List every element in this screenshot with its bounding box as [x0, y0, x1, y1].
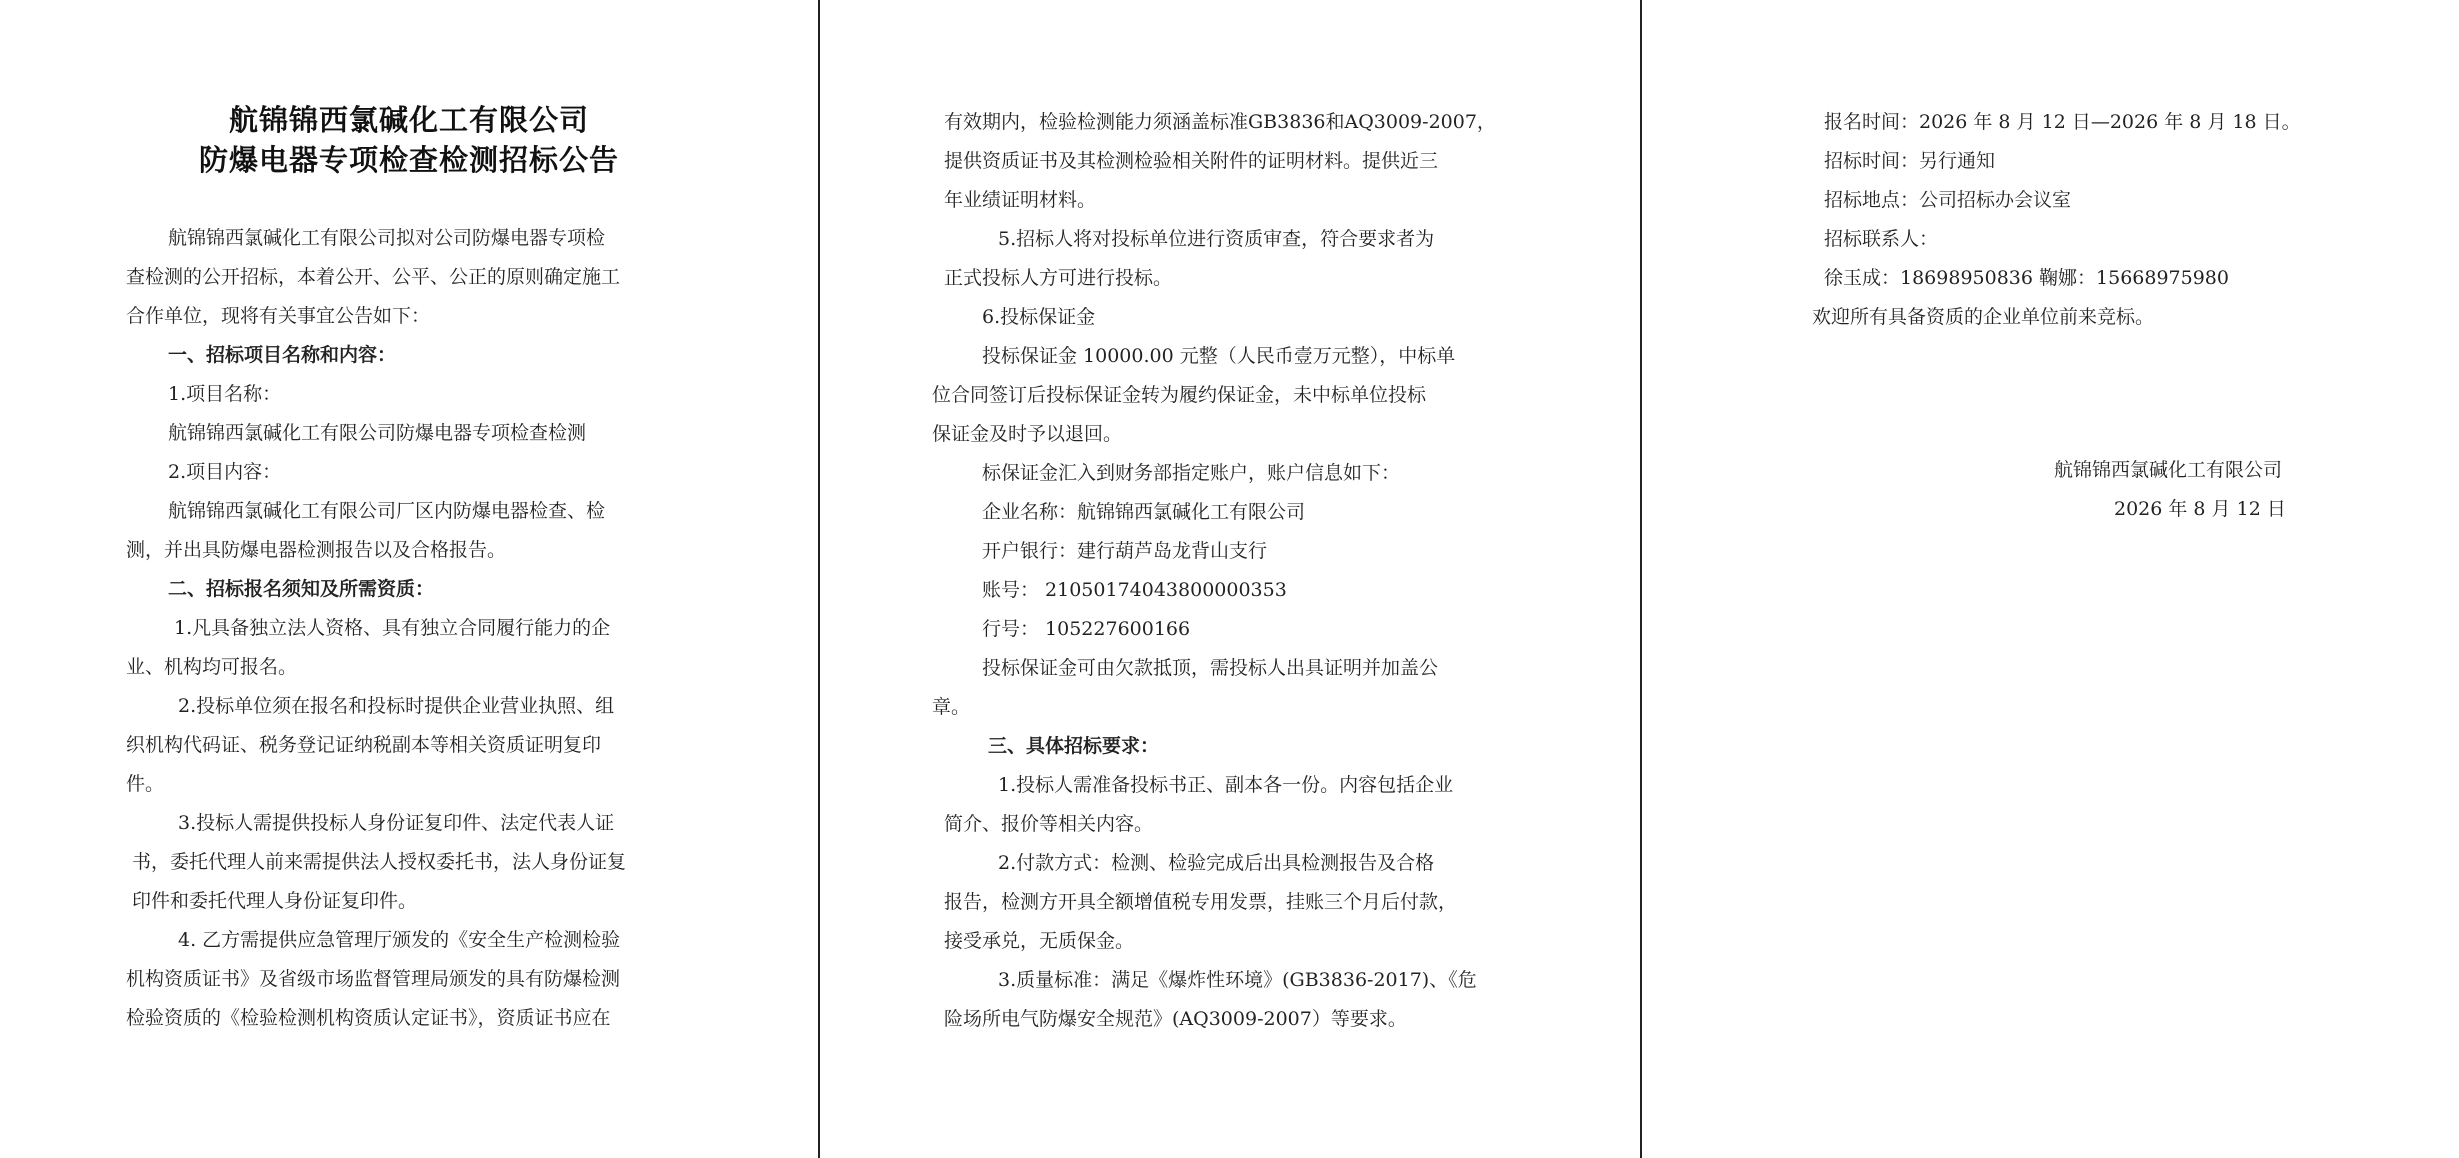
- paragraph-line: 查检测的公开招标，本着公开、公平、公正的原则确定施工: [126, 266, 621, 288]
- tender-time: 招标时间：另行通知: [1824, 150, 1996, 172]
- paragraph-line: 机构资质证书》及省级市场监督管理局颁发的具有防爆检测: [126, 968, 621, 990]
- paragraph-line: 1.凡具备独立法人资格、具有独立合同履行能力的企: [174, 617, 611, 639]
- paragraph-line: 位合同签订后投标保证金转为履约保证金，未中标单位投标: [932, 384, 1427, 406]
- paragraph-line: 航锦锦西氯碱化工有限公司拟对公司防爆电器专项检: [168, 227, 606, 249]
- paragraph-line: 1.项目名称：: [168, 383, 282, 405]
- paragraph-line: 投标保证金可由欠款抵顶，需投标人出具证明并加盖公: [982, 657, 1439, 679]
- paragraph-line: 6.投标保证金: [982, 306, 1096, 328]
- paragraph-line: 4. 乙方需提供应急管理厅颁发的《安全生产检测检验: [178, 929, 621, 951]
- document-title-line-2: 防爆电器专项检查检测招标公告: [198, 143, 619, 177]
- paragraph-line: 织机构代码证、税务登记证纳税副本等相关资质证明复印: [126, 734, 602, 756]
- document-page-1: [0, 0, 818, 1158]
- paragraph-line: 1.投标人需准备投标书正、副本各一份。内容包括企业: [998, 774, 1454, 796]
- paragraph-line: 险场所电气防爆安全规范》(AQ3009-2007）等要求。: [944, 1008, 1407, 1030]
- paragraph-line: 章。: [932, 696, 971, 718]
- registration-time: 报名时间：2026 年 8 月 12 日—2026 年 8 月 18 日。: [1824, 111, 2301, 133]
- paragraph-line: 投标保证金 10000.00 元整（人民币壹万元整），中标单: [982, 345, 1456, 367]
- paragraph-line: 2.项目内容：: [168, 461, 282, 483]
- paragraph-line: 航锦锦西氯碱化工有限公司厂区内防爆电器检查、检: [168, 500, 606, 522]
- paragraph-line: 3.投标人需提供投标人身份证复印件、法定代表人证: [178, 812, 615, 834]
- signature-date: 2026 年 8 月 12 日: [2114, 498, 2286, 520]
- paragraph-line: 保证金及时予以退回。: [932, 423, 1123, 445]
- account-number: 账号： 21050174043800000353: [982, 579, 1287, 601]
- paragraph-line: 提供资质证书及其检测检验相关附件的证明材料。提供近三: [944, 150, 1439, 172]
- paragraph-line: 业、机构均可报名。: [126, 656, 298, 678]
- account-bank-code: 行号： 105227600166: [982, 618, 1191, 640]
- paragraph-line: 有效期内，检验检测能力须涵盖标准GB3836和AQ3009-2007，: [944, 111, 1496, 133]
- paragraph-line: 年业绩证明材料。: [944, 189, 1097, 211]
- document-page-2: [820, 0, 1640, 1158]
- paragraph-line: 合作单位，现将有关事宜公告如下：: [126, 305, 431, 327]
- paragraph-line: 标保证金汇入到财务部指定账户，账户信息如下：: [982, 462, 1401, 484]
- document-page-3: [1642, 0, 2459, 1158]
- paragraph-line: 3.质量标准：满足《爆炸性环境》(GB3836-2017)、《危: [998, 969, 1477, 991]
- contact-phones: 徐玉成：18698950836 鞠娜：15668975980: [1824, 267, 2229, 289]
- account-company-name: 企业名称：航锦锦西氯碱化工有限公司: [982, 501, 1306, 523]
- paragraph-line: 简介、报价等相关内容。: [944, 813, 1154, 835]
- paragraph-line: 航锦锦西氯碱化工有限公司防爆电器专项检查检测: [168, 422, 587, 444]
- paragraph-line: 2.投标单位须在报名和投标时提供企业营业执照、组: [178, 695, 615, 717]
- paragraph-line: 2.付款方式：检测、检验完成后出具检测报告及合格: [998, 852, 1435, 874]
- account-bank: 开户银行：建行葫芦岛龙背山支行: [982, 540, 1268, 562]
- paragraph-line: 书，委托代理人前来需提供法人授权委托书，法人身份证复: [132, 851, 627, 873]
- paragraph-line: 测，并出具防爆电器检测报告以及合格报告。: [126, 539, 507, 561]
- section-heading-3: 三、具体招标要求：: [988, 735, 1160, 757]
- paragraph-line: 5.招标人将对投标单位进行资质审查，符合要求者为: [998, 228, 1435, 250]
- paragraph-line: 印件和委托代理人身份证复印件。: [132, 890, 418, 912]
- tender-location: 招标地点：公司招标办会议室: [1824, 189, 2072, 211]
- document-title-line-1: 航锦锦西氯碱化工有限公司: [228, 103, 589, 137]
- paragraph-line: 接受承兑，无质保金。: [944, 930, 1135, 952]
- section-heading-2: 二、招标报名须知及所需资质：: [168, 578, 435, 600]
- welcome-line: 欢迎所有具备资质的企业单位前来竞标。: [1812, 306, 2155, 328]
- paragraph-line: 检验资质的《检验检测机构资质认定证书》，资质证书应在: [126, 1007, 611, 1029]
- signature-company: 航锦锦西氯碱化工有限公司: [2054, 459, 2283, 481]
- paragraph-line: 正式投标人方可进行投标。: [944, 267, 1173, 289]
- paragraph-line: 报告，检测方开具全额增值税专用发票，挂账三个月后付款，: [944, 891, 1458, 913]
- paragraph-line: 件。: [126, 773, 165, 795]
- section-heading-1: 一、招标项目名称和内容：: [168, 344, 397, 366]
- contact-label: 招标联系人：: [1824, 228, 1939, 250]
